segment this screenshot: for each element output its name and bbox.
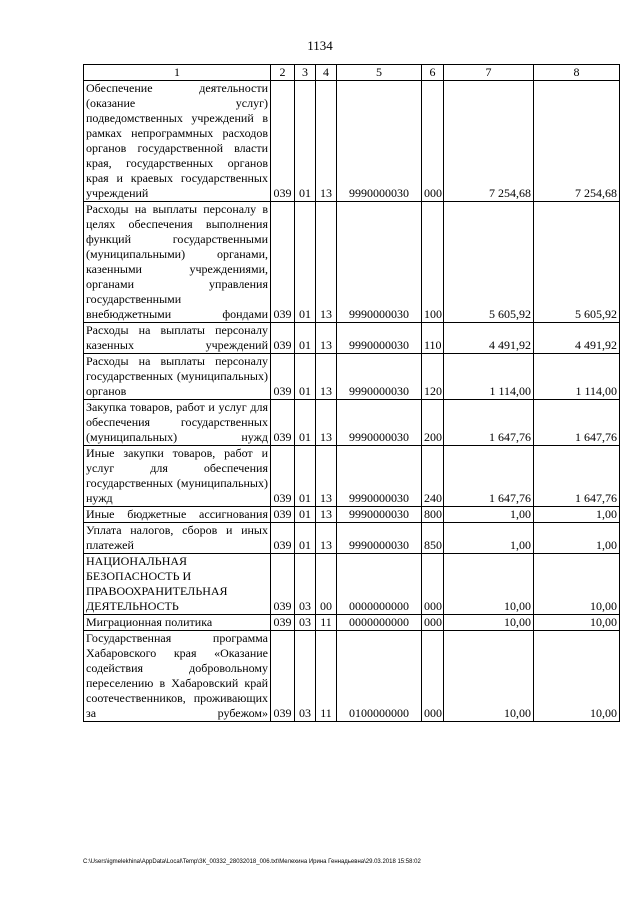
row-grbs: 039 [271,507,295,523]
row-grbs: 039 [271,554,295,615]
row-target-article: 9990000030 [337,323,422,354]
row-name: Миграционная политика [84,615,271,631]
table-header-row [84,65,620,81]
row-target-article: 0000000000 [337,615,422,631]
row-section: 01 [295,400,316,446]
row-grbs: 039 [271,354,295,400]
row-section: 01 [295,81,316,202]
row-sum-8: 4 491,92 [534,323,620,354]
row-name: Расходы на выплаты персоналу казенных учреждений [84,323,271,354]
header-cell: 8 [534,65,620,81]
row-subsection: 13 [316,354,337,400]
row-name: Закупка товаров, работ и услуг для обеспечения государственных (муниципальных) нужд [84,400,271,446]
row-expense-type: 110 [422,323,444,354]
row-sum-8: 1 114,00 [534,354,620,400]
row-sum-7: 1,00 [444,523,534,554]
row-sum-8: 1 647,76 [534,400,620,446]
row-name: Обеспечение деятельности (оказание услуг) подведомственных учреждений в рамках непрограммных расходов органов государственной власти края, государственных органов края и краевых государственных учреждений [84,81,271,202]
table-row [84,554,620,615]
row-sum-7: 5 605,92 [444,202,534,323]
row-sum-8: 10,00 [534,554,620,615]
row-name: Уплата налогов, сборов и иных платежей [84,523,271,554]
row-section: 01 [295,323,316,354]
document-footer: C:\Users\igmelekhina\AppData\Local\Temp\ЗК_00332_28032018_006.txt\Мелехина Ирина Геннадьевна\29.03.2018 15:58:02 [83,859,421,865]
row-expense-type: 000 [422,631,444,722]
row-expense-type: 000 [422,615,444,631]
row-subsection: 13 [316,323,337,354]
header-cell: 4 [316,65,337,81]
row-subsection: 13 [316,202,337,323]
row-subsection: 13 [316,523,337,554]
header-cell: 3 [295,65,316,81]
row-target-article: 9990000030 [337,202,422,323]
row-expense-type: 200 [422,400,444,446]
row-subsection: 00 [316,554,337,615]
table-row [84,631,620,722]
row-expense-type: 000 [422,554,444,615]
row-grbs: 039 [271,631,295,722]
row-section: 01 [295,507,316,523]
row-grbs: 039 [271,81,295,202]
row-section: 03 [295,554,316,615]
row-grbs: 039 [271,446,295,507]
row-target-article: 0000000000 [337,554,422,615]
table-row [84,615,620,631]
row-grbs: 039 [271,523,295,554]
table-row [84,354,620,400]
header-cell: 5 [337,65,422,81]
page-number: 1134 [307,38,333,53]
header-cell: 7 [444,65,534,81]
row-sum-7: 10,00 [444,631,534,722]
row-target-article: 9990000030 [337,446,422,507]
row-target-article: 9990000030 [337,507,422,523]
row-grbs: 039 [271,400,295,446]
row-section: 01 [295,354,316,400]
row-name: НАЦИОНАЛЬНАЯ БЕЗОПАСНОСТЬ И ПРАВООХРАНИТЕЛЬНАЯ ДЕЯТЕЛЬНОСТЬ [84,554,271,615]
table-row [84,81,620,202]
row-section: 03 [295,631,316,722]
row-sum-7: 4 491,92 [444,323,534,354]
row-expense-type: 240 [422,446,444,507]
row-expense-type: 000 [422,81,444,202]
row-target-article: 9990000030 [337,523,422,554]
row-name: Иные закупки товаров, работ и услуг для обеспечения государственных (муниципальных) нужд [84,446,271,507]
row-section: 01 [295,523,316,554]
row-name: Иные бюджетные ассигнования [84,507,271,523]
row-sum-7: 1 647,76 [444,400,534,446]
row-sum-7: 10,00 [444,554,534,615]
row-section: 03 [295,615,316,631]
header-cell: 2 [271,65,295,81]
table-row [84,507,620,523]
row-name: Государственная программа Хабаровского края «Оказание содействия добровольному переселению в Хабаровский край соотечественников, проживающих за рубежом» [84,631,271,722]
row-subsection: 13 [316,81,337,202]
row-sum-7: 7 254,68 [444,81,534,202]
row-section: 01 [295,202,316,323]
table-row [84,400,620,446]
table-row [84,202,620,323]
row-subsection: 13 [316,507,337,523]
table-row [84,446,620,507]
row-sum-7: 10,00 [444,615,534,631]
row-target-article: 9990000030 [337,81,422,202]
row-expense-type: 850 [422,523,444,554]
row-sum-8: 1,00 [534,523,620,554]
table-row [84,523,620,554]
row-grbs: 039 [271,202,295,323]
row-target-article: 0100000000 [337,631,422,722]
row-section: 01 [295,446,316,507]
row-sum-7: 1 114,00 [444,354,534,400]
table-row [84,323,620,354]
row-sum-7: 1 647,76 [444,446,534,507]
row-target-article: 9990000030 [337,400,422,446]
row-expense-type: 800 [422,507,444,523]
row-sum-8: 10,00 [534,615,620,631]
row-subsection: 11 [316,615,337,631]
row-target-article: 9990000030 [337,354,422,400]
row-subsection: 11 [316,631,337,722]
row-sum-8: 10,00 [534,631,620,722]
row-expense-type: 100 [422,202,444,323]
row-sum-8: 5 605,92 [534,202,620,323]
row-name: Расходы на выплаты персоналу в целях обеспечения выполнения функций государственными (муниципальными) органами, казенными учреждениями, органами управления государственными внебюджетными фондами [84,202,271,323]
header-cell: 6 [422,65,444,81]
row-expense-type: 120 [422,354,444,400]
header-cell: 1 [84,65,271,81]
row-sum-8: 1,00 [534,507,620,523]
row-subsection: 13 [316,446,337,507]
budget-table [83,64,620,722]
row-name: Расходы на выплаты персоналу государственных (муниципальных) органов [84,354,271,400]
row-grbs: 039 [271,323,295,354]
row-sum-7: 1,00 [444,507,534,523]
row-grbs: 039 [271,615,295,631]
row-subsection: 13 [316,400,337,446]
row-sum-8: 7 254,68 [534,81,620,202]
row-sum-8: 1 647,76 [534,446,620,507]
